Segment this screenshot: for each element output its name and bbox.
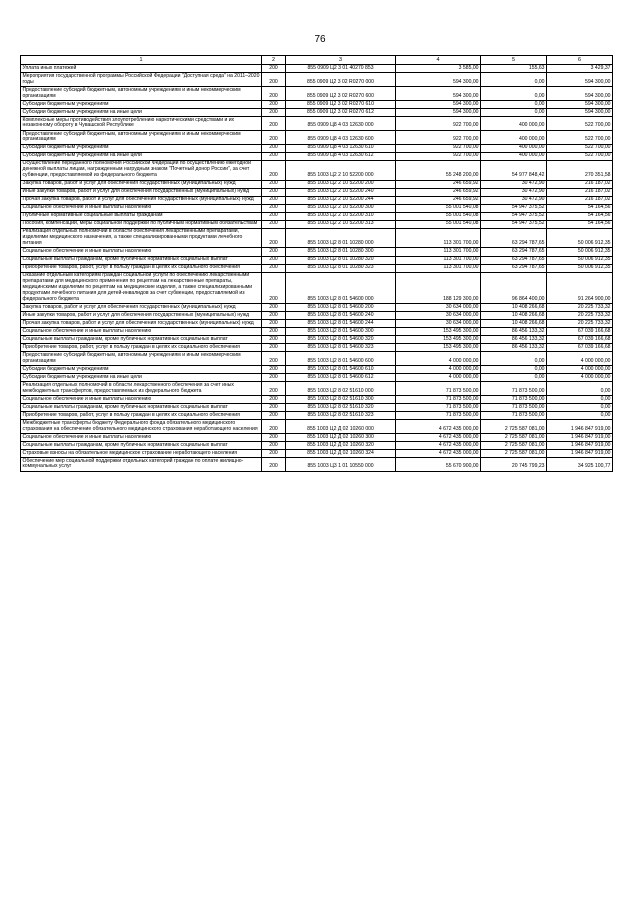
- row-executed-cell: 54 947 375,52: [481, 212, 547, 220]
- row-remainder-cell: 0,00: [547, 412, 613, 420]
- row-name-cell: Иные закупки товаров, работ и услуг для обеспечения государственных (муниципальных) нужд: [21, 188, 262, 196]
- row-remainder-cell: 54 164,56: [547, 220, 613, 228]
- row-executed-cell: 155,63: [481, 65, 547, 73]
- row-executed-cell: 400 000,00: [481, 130, 547, 144]
- column-header: 1: [21, 56, 262, 65]
- table-row: [21, 303, 613, 311]
- row-name-cell: Субсидии бюджетным учреждениям на иные цели: [21, 374, 262, 382]
- row-code-cell: 855 0909 Ц2 3 02 R0270 000: [286, 73, 396, 87]
- row-executed-cell: 71 873 500,00: [481, 404, 547, 412]
- row-grbs-cell: 200: [262, 204, 286, 212]
- row-name-cell: Прочая закупка товаров, работ и услуг для обеспечения государственных (муниципальных) нужд: [21, 320, 262, 328]
- row-approved-cell: 55 248 200,00: [396, 160, 481, 180]
- row-code-cell: 855 1003 Ц2 2 10 52200 313: [286, 220, 396, 228]
- table-row: [21, 256, 613, 264]
- row-code-cell: 855 1003 Ц2 8 01 54600 320: [286, 336, 396, 344]
- row-approved-cell: 922 700,00: [396, 144, 481, 152]
- row-remainder-cell: 522 700,00: [547, 144, 613, 152]
- row-name-cell: Социальные выплаты гражданам, кроме публичных нормативных социальных выплат: [21, 336, 262, 344]
- table-row: [21, 382, 613, 396]
- row-name-cell: Закупка товаров, работ и услуг для обеспечения государственных (муниципальных) нужд: [21, 180, 262, 188]
- row-executed-cell: 86 456 133,32: [481, 328, 547, 336]
- row-remainder-cell: 50 006 912,35: [547, 256, 613, 264]
- row-grbs-cell: 200: [262, 256, 286, 264]
- row-remainder-cell: 67 039 166,68: [547, 328, 613, 336]
- row-executed-cell: 63 294 787,65: [481, 264, 547, 272]
- row-executed-cell: 71 873 500,00: [481, 395, 547, 403]
- table-row: [21, 433, 613, 441]
- row-code-cell: 855 1003 Ц2 8 01 54600 323: [286, 344, 396, 352]
- row-remainder-cell: 91 264 900,00: [547, 272, 613, 303]
- row-name-cell: Субсидии бюджетным учреждениям: [21, 366, 262, 374]
- row-approved-cell: 55 670 900,00: [396, 458, 481, 472]
- table-row: [21, 458, 613, 472]
- row-name-cell: Осуществление переданного полномочия Российской Федерации по осуществлению ежегодной денежной выплаты лицам, награжденным нагрудным знаком "Почетный донор России", за счет субвенции, предоставляемой из федерального бюджета: [21, 160, 262, 180]
- row-name-cell: Социальное обеспечение и иные выплаты населению: [21, 248, 262, 256]
- row-executed-cell: 54 977 848,42: [481, 160, 547, 180]
- row-executed-cell: 63 294 787,65: [481, 228, 547, 248]
- table-row: [21, 180, 613, 188]
- table-row: [21, 412, 613, 420]
- row-approved-cell: 246 659,92: [396, 188, 481, 196]
- row-code-cell: 855 1003 Ц2 2 10 52200 244: [286, 196, 396, 204]
- row-grbs-cell: 200: [262, 100, 286, 108]
- row-name-cell: Мероприятия государственной программы Российской Федерации "Доступная среда" на 2011–2020 годы: [21, 73, 262, 87]
- row-name-cell: Приобретение товаров, работ, услуг в пользу граждан в целях их социального обеспечения: [21, 264, 262, 272]
- row-executed-cell: 2 725 587 081,00: [481, 450, 547, 458]
- row-approved-cell: 4 672 435 000,00: [396, 441, 481, 449]
- row-executed-cell: 86 456 133,32: [481, 336, 547, 344]
- row-code-cell: 855 1003 Ц2 Д 02 10260 000: [286, 420, 396, 434]
- row-approved-cell: 246 659,92: [396, 180, 481, 188]
- row-grbs-cell: 200: [262, 152, 286, 160]
- row-grbs-cell: 200: [262, 382, 286, 396]
- row-remainder-cell: 0,00: [547, 404, 613, 412]
- row-executed-cell: 71 873 500,00: [481, 382, 547, 396]
- row-approved-cell: 30 634 000,00: [396, 320, 481, 328]
- row-approved-cell: 71 873 500,00: [396, 412, 481, 420]
- table-row: [21, 248, 613, 256]
- row-code-cell: 855 0909 Ц2 3 01 40270 853: [286, 65, 396, 73]
- row-name-cell: Субсидии бюджетным учреждениям: [21, 144, 262, 152]
- row-grbs-cell: 200: [262, 412, 286, 420]
- row-grbs-cell: 200: [262, 441, 286, 449]
- row-remainder-cell: 4 000 000,00: [547, 352, 613, 366]
- table-row: [21, 374, 613, 382]
- row-remainder-cell: 50 006 912,35: [547, 248, 613, 256]
- row-executed-cell: 86 456 133,32: [481, 344, 547, 352]
- row-grbs-cell: 200: [262, 130, 286, 144]
- row-remainder-cell: 54 164,56: [547, 204, 613, 212]
- row-grbs-cell: 200: [262, 458, 286, 472]
- row-name-cell: Социальные выплаты гражданам, кроме публичных нормативных социальных выплат: [21, 256, 262, 264]
- row-code-cell: 855 0909 Ц8 4 03 12630 610: [286, 144, 396, 152]
- row-approved-cell: 922 700,00: [396, 130, 481, 144]
- row-approved-cell: 594 300,00: [396, 73, 481, 87]
- row-executed-cell: 0,00: [481, 366, 547, 374]
- row-executed-cell: 0,00: [481, 87, 547, 101]
- table-row: [21, 312, 613, 320]
- table-row: [21, 328, 613, 336]
- row-grbs-cell: 200: [262, 328, 286, 336]
- row-executed-cell: 2 725 587 081,00: [481, 420, 547, 434]
- row-remainder-cell: 594 300,00: [547, 109, 613, 117]
- row-remainder-cell: 594 300,00: [547, 87, 613, 101]
- row-approved-cell: 153 495 300,00: [396, 328, 481, 336]
- table-row: [21, 109, 613, 117]
- table-row: [21, 204, 613, 212]
- row-name-cell: Социальные выплаты гражданам, кроме публичных нормативных социальных выплат: [21, 441, 262, 449]
- table-row: [21, 152, 613, 160]
- row-code-cell: 855 0909 Ц8 4 03 12630 600: [286, 130, 396, 144]
- column-header: 6: [547, 56, 613, 65]
- table-row: [21, 130, 613, 144]
- row-grbs-cell: 200: [262, 212, 286, 220]
- table-row: [21, 450, 613, 458]
- row-executed-cell: 10 408 266,68: [481, 320, 547, 328]
- row-name-cell: Оказание отдельным категориям граждан социальной услуги по обеспечению лекарственными препаратами для медицинского применения по рецептам на лекарственные препараты, медицинскими изделиями по рецептам на медицинские изделия, а также специализированными продуктами лечебного питания для детей-инвалидов за счет субвенции, предоставляемой из федерального бюджета: [21, 272, 262, 303]
- row-code-cell: 855 1003 Ц2 8 02 51610 000: [286, 382, 396, 396]
- row-executed-cell: 2 725 587 081,00: [481, 433, 547, 441]
- row-executed-cell: 71 873 500,00: [481, 412, 547, 420]
- row-remainder-cell: 50 006 912,35: [547, 264, 613, 272]
- row-name-cell: Социальное обеспечение и иные выплаты населению: [21, 328, 262, 336]
- row-grbs-cell: 200: [262, 160, 286, 180]
- row-executed-cell: 96 864 400,00: [481, 272, 547, 303]
- row-remainder-cell: 0,00: [547, 382, 613, 396]
- row-executed-cell: 0,00: [481, 109, 547, 117]
- row-executed-cell: 54 947 375,52: [481, 220, 547, 228]
- row-grbs-cell: 200: [262, 73, 286, 87]
- row-grbs-cell: 200: [262, 320, 286, 328]
- table-row: [21, 441, 613, 449]
- row-executed-cell: 0,00: [481, 73, 547, 87]
- table-row: [21, 336, 613, 344]
- row-code-cell: 855 1003 Ц2 8 01 10280 000: [286, 228, 396, 248]
- row-code-cell: 855 1003 Ц2 8 02 51610 323: [286, 412, 396, 420]
- table-row: [21, 144, 613, 152]
- row-remainder-cell: 1 946 847 919,00: [547, 433, 613, 441]
- row-grbs-cell: 200: [262, 336, 286, 344]
- table-row: [21, 420, 613, 434]
- row-code-cell: 855 1003 Ц2 8 02 51610 300: [286, 395, 396, 403]
- row-grbs-cell: 200: [262, 196, 286, 204]
- row-name-cell: Реализация отдельных полномочий в области обеспечения лекарственными препаратами, изделиями медицинского назначения, а также специализированными продуктами лечебного питания: [21, 228, 262, 248]
- table-row: [21, 65, 613, 73]
- row-executed-cell: 400 000,00: [481, 144, 547, 152]
- row-name-cell: Субсидии бюджетным учреждениям: [21, 100, 262, 108]
- budget-table: [20, 55, 613, 472]
- row-remainder-cell: 20 225 733,32: [547, 303, 613, 311]
- row-code-cell: 855 1003 Ц2 2 10 52200 310: [286, 212, 396, 220]
- row-name-cell: Предоставление субсидий бюджетным, автономным учреждениям и иным некоммерческим организациям: [21, 130, 262, 144]
- table-row: [21, 228, 613, 248]
- row-remainder-cell: 3 429,37: [547, 65, 613, 73]
- row-grbs-cell: 200: [262, 395, 286, 403]
- row-code-cell: 855 1003 Ц2 8 01 10280 323: [286, 264, 396, 272]
- row-grbs-cell: 200: [262, 109, 286, 117]
- row-approved-cell: 188 129 300,00: [396, 272, 481, 303]
- table-row: [21, 117, 613, 131]
- row-approved-cell: 30 634 000,00: [396, 312, 481, 320]
- row-approved-cell: 4 000 000,00: [396, 366, 481, 374]
- row-name-cell: Межбюджетные трансферты бюджету Федерального фонда обязательного медицинского страхования на обеспечение обязательного медицинского страхования неработающего населения: [21, 420, 262, 434]
- row-remainder-cell: 67 039 166,68: [547, 336, 613, 344]
- row-code-cell: 855 1003 Ц3 1 01 10550 000: [286, 458, 396, 472]
- row-remainder-cell: 216 187,02: [547, 180, 613, 188]
- table-row: [21, 395, 613, 403]
- row-remainder-cell: 4 000 000,00: [547, 366, 613, 374]
- row-approved-cell: 4 000 000,00: [396, 374, 481, 382]
- row-code-cell: 855 1003 Ц2 Д 02 10260 320: [286, 441, 396, 449]
- row-name-cell: Социальные выплаты гражданам, кроме публичных нормативных социальных выплат: [21, 404, 262, 412]
- table-row: [21, 366, 613, 374]
- row-approved-cell: 153 495 300,00: [396, 336, 481, 344]
- row-code-cell: 855 1003 Ц2 8 01 54600 244: [286, 320, 396, 328]
- row-approved-cell: 113 301 700,00: [396, 248, 481, 256]
- row-executed-cell: 0,00: [481, 352, 547, 366]
- row-approved-cell: 113 301 700,00: [396, 264, 481, 272]
- row-remainder-cell: 522 700,00: [547, 117, 613, 131]
- row-name-cell: Публичные нормативные социальные выплаты гражданам: [21, 212, 262, 220]
- row-code-cell: 855 1003 Ц2 Д 02 10260 324: [286, 450, 396, 458]
- table-row: [21, 264, 613, 272]
- row-grbs-cell: 200: [262, 188, 286, 196]
- row-code-cell: 855 1003 Ц2 2 10 52200 000: [286, 160, 396, 180]
- row-name-cell: Предоставление субсидий бюджетным, автономным учреждениям и иным некоммерческим организациям: [21, 87, 262, 101]
- row-code-cell: 855 1003 Ц2 8 01 54600 612: [286, 374, 396, 382]
- row-name-cell: Пособия, компенсации, меры социальной поддержки по публичным нормативным обязательствам: [21, 220, 262, 228]
- row-approved-cell: 594 300,00: [396, 109, 481, 117]
- row-remainder-cell: 522 700,00: [547, 130, 613, 144]
- row-name-cell: Предоставление субсидий бюджетным, автономным учреждениям и иным некоммерческим организациям: [21, 352, 262, 366]
- row-name-cell: Страховые взносы на обязательное медицинское страхование неработающего населения: [21, 450, 262, 458]
- table-row: [21, 212, 613, 220]
- row-executed-cell: 63 294 787,65: [481, 248, 547, 256]
- column-header: 5: [481, 56, 547, 65]
- row-name-cell: Реализация отдельных полномочий в области лекарственного обеспечения за счет иных межбюджетных трансфертов, предоставляемых из федерального бюджета: [21, 382, 262, 396]
- row-executed-cell: 30 472,90: [481, 188, 547, 196]
- row-executed-cell: 54 947 375,52: [481, 204, 547, 212]
- row-remainder-cell: 54 164,56: [547, 212, 613, 220]
- row-grbs-cell: 200: [262, 303, 286, 311]
- row-grbs-cell: 200: [262, 87, 286, 101]
- row-remainder-cell: 270 351,58: [547, 160, 613, 180]
- row-remainder-cell: 20 225 733,32: [547, 312, 613, 320]
- row-code-cell: 855 1003 Ц2 2 10 52200 240: [286, 188, 396, 196]
- table-row: [21, 196, 613, 204]
- row-code-cell: 855 1003 Ц2 8 01 54600 000: [286, 272, 396, 303]
- row-grbs-cell: 200: [262, 450, 286, 458]
- row-grbs-cell: 200: [262, 180, 286, 188]
- row-grbs-cell: 200: [262, 312, 286, 320]
- row-name-cell: Иные закупки товаров, работ и услуг для обеспечения государственных (муниципальных) нужд: [21, 312, 262, 320]
- row-approved-cell: 246 659,92: [396, 196, 481, 204]
- column-header: 3: [286, 56, 396, 65]
- row-code-cell: 855 1003 Ц2 2 10 52200 200: [286, 180, 396, 188]
- row-name-cell: Социальное обеспечение и иные выплаты населению: [21, 395, 262, 403]
- row-name-cell: Субсидии бюджетным учреждениям на иные цели: [21, 152, 262, 160]
- row-grbs-cell: 200: [262, 352, 286, 366]
- row-executed-cell: 0,00: [481, 374, 547, 382]
- row-name-cell: Социальное обеспечение и иные выплаты населению: [21, 433, 262, 441]
- row-grbs-cell: 200: [262, 433, 286, 441]
- row-executed-cell: 30 472,90: [481, 180, 547, 188]
- row-remainder-cell: 4 000 000,00: [547, 374, 613, 382]
- row-name-cell: Уплата иных платежей: [21, 65, 262, 73]
- row-remainder-cell: 216 187,02: [547, 188, 613, 196]
- row-name-cell: Социальное обеспечение и иные выплаты населению: [21, 204, 262, 212]
- row-approved-cell: 71 873 500,00: [396, 395, 481, 403]
- row-grbs-cell: 200: [262, 366, 286, 374]
- row-grbs-cell: 200: [262, 228, 286, 248]
- row-approved-cell: 30 634 000,00: [396, 303, 481, 311]
- row-approved-cell: 71 873 500,00: [396, 404, 481, 412]
- row-executed-cell: 10 408 266,68: [481, 312, 547, 320]
- row-code-cell: 855 0909 Ц2 3 02 R0270 612: [286, 109, 396, 117]
- row-executed-cell: 30 472,90: [481, 196, 547, 204]
- row-approved-cell: 153 495 300,00: [396, 344, 481, 352]
- row-approved-cell: 113 301 700,00: [396, 256, 481, 264]
- table-row: [21, 160, 613, 180]
- row-name-cell: Прочая закупка товаров, работ и услуг для обеспечения государственных (муниципальных) нужд: [21, 196, 262, 204]
- row-code-cell: 855 0909 Ц2 3 02 R0270 600: [286, 87, 396, 101]
- table-row: [21, 352, 613, 366]
- row-code-cell: 855 1003 Ц2 Д 02 10260 300: [286, 433, 396, 441]
- row-grbs-cell: 200: [262, 404, 286, 412]
- row-code-cell: 855 0909 Ц8 4 03 12630 612: [286, 152, 396, 160]
- column-header: 2: [262, 56, 286, 65]
- row-approved-cell: 3 585,00: [396, 65, 481, 73]
- row-name-cell: Комплексные меры противодействия злоупотреблению наркотическими средствами и их незаконному обороту в Чувашской Республике: [21, 117, 262, 131]
- row-approved-cell: 4 672 435 000,00: [396, 433, 481, 441]
- table-row: [21, 100, 613, 108]
- row-remainder-cell: 594 300,00: [547, 100, 613, 108]
- row-executed-cell: 10 408 266,68: [481, 303, 547, 311]
- row-name-cell: Обеспечение мер социальной поддержки отдельных категорий граждан по оплате жилищно-коммунальных услуг: [21, 458, 262, 472]
- row-grbs-cell: 200: [262, 248, 286, 256]
- row-executed-cell: 400 000,00: [481, 117, 547, 131]
- column-header: 4: [396, 56, 481, 65]
- row-remainder-cell: 1 946 847 919,00: [547, 441, 613, 449]
- row-grbs-cell: 200: [262, 117, 286, 131]
- row-approved-cell: 922 700,00: [396, 117, 481, 131]
- row-executed-cell: 20 745 799,23: [481, 458, 547, 472]
- row-remainder-cell: 67 039 166,68: [547, 344, 613, 352]
- row-code-cell: 855 1003 Ц2 8 01 54600 610: [286, 366, 396, 374]
- row-approved-cell: 594 300,00: [396, 87, 481, 101]
- row-executed-cell: 2 725 587 081,00: [481, 441, 547, 449]
- row-executed-cell: 63 294 787,65: [481, 256, 547, 264]
- row-code-cell: 855 0909 Ц8 4 03 12630 000: [286, 117, 396, 131]
- row-approved-cell: 71 873 500,00: [396, 382, 481, 396]
- row-approved-cell: 4 672 435 000,00: [396, 420, 481, 434]
- row-remainder-cell: 20 225 733,32: [547, 320, 613, 328]
- row-code-cell: 855 1003 Ц2 8 01 54600 240: [286, 312, 396, 320]
- table-row: [21, 344, 613, 352]
- row-name-cell: Приобретение товаров, работ, услуг в пользу граждан в целях их социального обеспечения: [21, 344, 262, 352]
- row-grbs-cell: 200: [262, 65, 286, 73]
- row-grbs-cell: 200: [262, 144, 286, 152]
- table-row: [21, 272, 613, 303]
- page-number: 76: [314, 34, 326, 45]
- table-row: [21, 188, 613, 196]
- row-remainder-cell: 1 946 847 919,00: [547, 450, 613, 458]
- row-code-cell: 855 1003 Ц2 8 01 54600 600: [286, 352, 396, 366]
- table-row: [21, 220, 613, 228]
- row-remainder-cell: 522 700,00: [547, 152, 613, 160]
- row-executed-cell: 0,00: [481, 100, 547, 108]
- row-remainder-cell: 1 946 847 919,00: [547, 420, 613, 434]
- row-code-cell: 855 1003 Ц2 8 02 51610 320: [286, 404, 396, 412]
- row-name-cell: Приобретение товаров, работ, услуг в пользу граждан в целях их социального обеспечения: [21, 412, 262, 420]
- table-header-row: [21, 56, 613, 65]
- row-approved-cell: 4 000 000,00: [396, 352, 481, 366]
- row-executed-cell: 400 000,00: [481, 152, 547, 160]
- row-approved-cell: 55 001 540,08: [396, 212, 481, 220]
- row-remainder-cell: 594 300,00: [547, 73, 613, 87]
- row-grbs-cell: 200: [262, 220, 286, 228]
- row-approved-cell: 594 300,00: [396, 100, 481, 108]
- row-code-cell: 855 1003 Ц2 8 01 10280 320: [286, 256, 396, 264]
- row-grbs-cell: 200: [262, 374, 286, 382]
- row-name-cell: Закупка товаров, работ и услуг для обеспечения государственных (муниципальных) нужд: [21, 303, 262, 311]
- table-row: [21, 404, 613, 412]
- row-code-cell: 855 1003 Ц2 8 01 10280 300: [286, 248, 396, 256]
- row-grbs-cell: 200: [262, 420, 286, 434]
- row-approved-cell: 55 001 540,08: [396, 204, 481, 212]
- row-remainder-cell: 34 925 100,77: [547, 458, 613, 472]
- row-approved-cell: 922 700,00: [396, 152, 481, 160]
- row-code-cell: 855 1003 Ц2 8 01 54600 200: [286, 303, 396, 311]
- row-grbs-cell: 200: [262, 272, 286, 303]
- row-remainder-cell: 216 187,02: [547, 196, 613, 204]
- row-grbs-cell: 200: [262, 264, 286, 272]
- row-code-cell: 855 0909 Ц2 3 02 R0270 610: [286, 100, 396, 108]
- row-remainder-cell: 0,00: [547, 395, 613, 403]
- table-row: [21, 320, 613, 328]
- row-approved-cell: 113 301 700,00: [396, 228, 481, 248]
- table-row: [21, 73, 613, 87]
- row-approved-cell: 4 672 435 000,00: [396, 450, 481, 458]
- row-name-cell: Субсидии бюджетным учреждениям на иные цели: [21, 109, 262, 117]
- row-grbs-cell: 200: [262, 344, 286, 352]
- table-row: [21, 87, 613, 101]
- table-body: [21, 65, 613, 472]
- row-code-cell: 855 1003 Ц2 2 10 52200 300: [286, 204, 396, 212]
- row-remainder-cell: 50 006 912,35: [547, 228, 613, 248]
- row-approved-cell: 55 001 540,08: [396, 220, 481, 228]
- row-code-cell: 855 1003 Ц2 8 01 54600 300: [286, 328, 396, 336]
